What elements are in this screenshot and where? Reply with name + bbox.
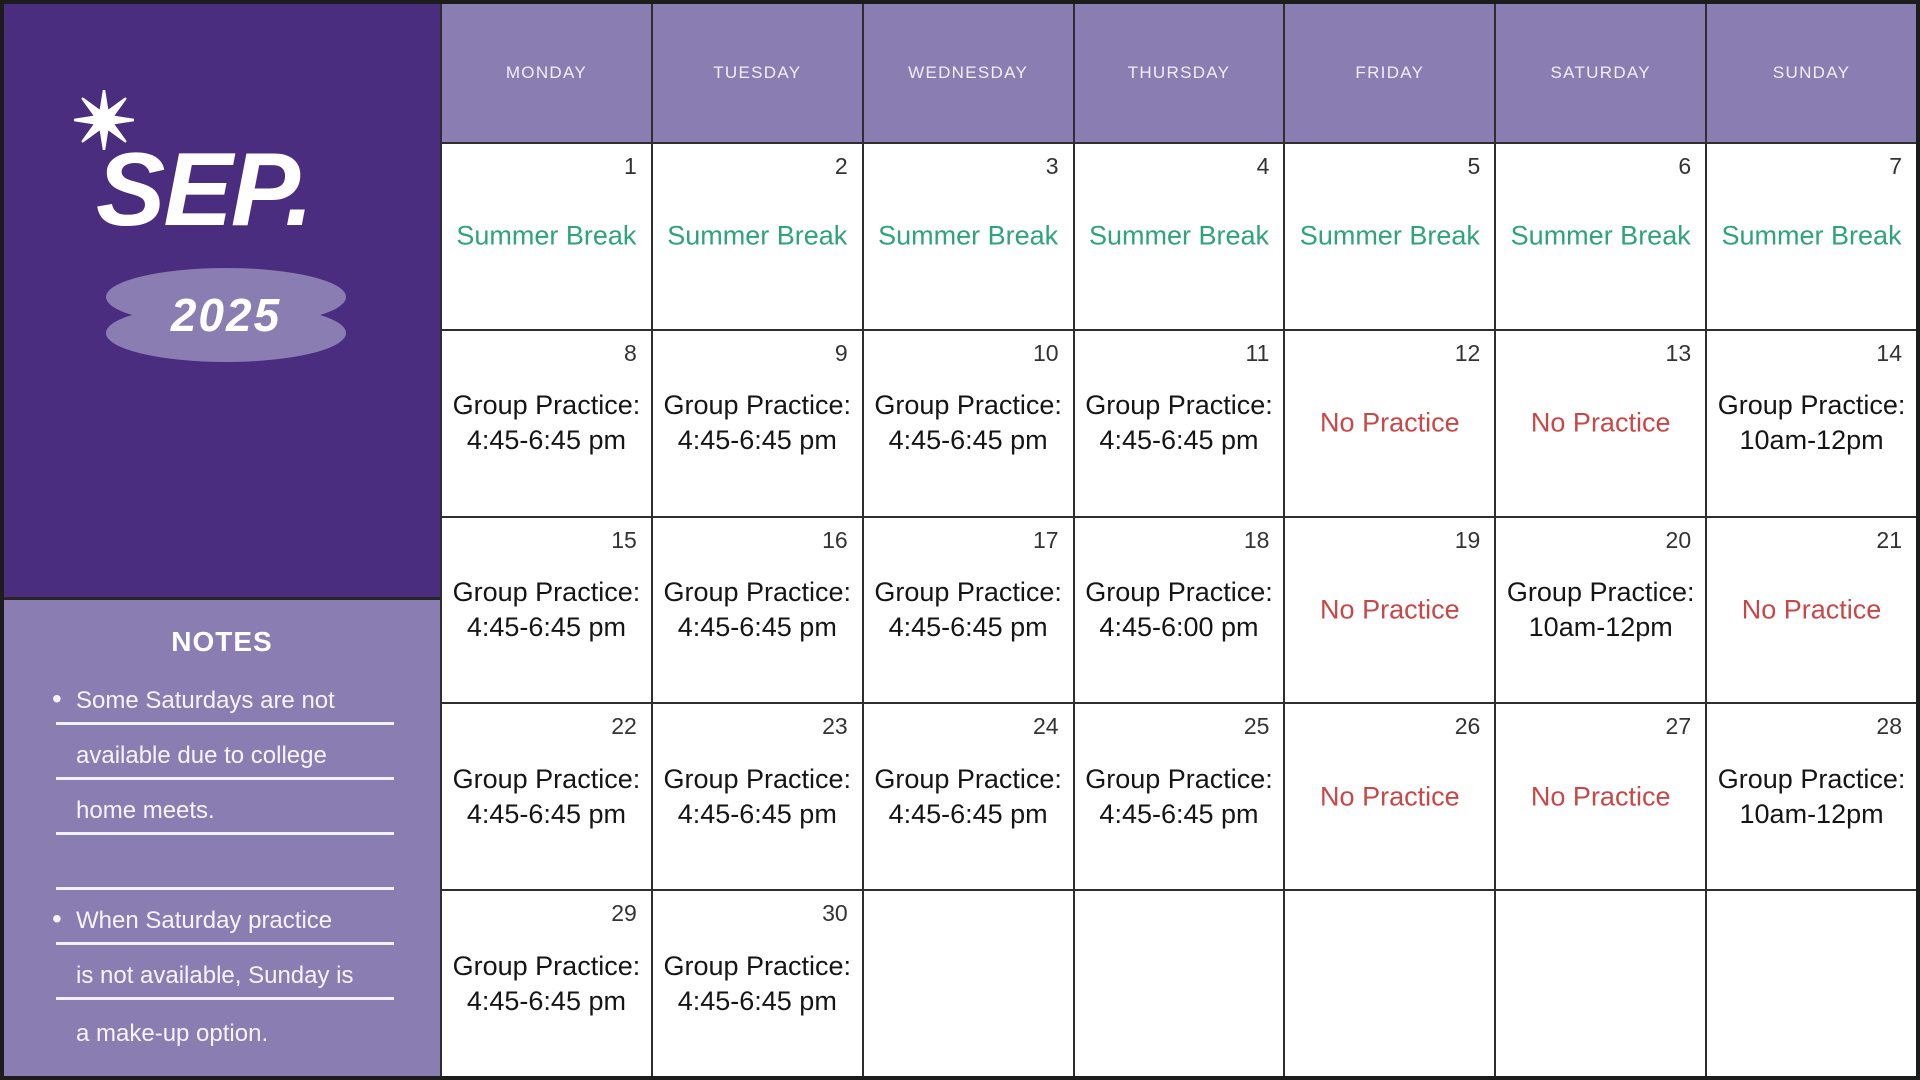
event-text: Group Practice: 4:45-6:45 pm xyxy=(663,390,852,456)
calendar-cell xyxy=(653,704,862,889)
calendar-cell xyxy=(1075,891,1284,1076)
event-text: No Practice xyxy=(1530,781,1671,812)
calendar-cell xyxy=(1285,891,1494,1076)
calendar-cell xyxy=(1496,518,1705,703)
year-badge xyxy=(106,268,346,362)
event-text: Group Practice: 10am-12pm xyxy=(1506,576,1695,642)
calendar-cell xyxy=(864,331,1073,516)
event-text: No Practice xyxy=(1320,407,1460,438)
event-text: Group Practice: 4:45-6:45 pm xyxy=(452,950,641,1016)
event-text: Group Practice: 4:45-6:45 pm xyxy=(874,763,1062,829)
date-number: 29 xyxy=(611,900,637,927)
note-text: • Some Saturdays are not xyxy=(76,687,335,714)
calendar-cell xyxy=(1285,144,1494,329)
date-number: 10 xyxy=(1032,339,1059,366)
calendar-cell xyxy=(653,518,862,703)
date-number: 1 xyxy=(624,153,637,179)
event-text: Group Practice: 4:45-6:45 pm xyxy=(874,576,1062,642)
calendar-cell xyxy=(653,144,862,329)
day-header-sunday: SUNDAY xyxy=(1707,4,1916,142)
calendar-cell xyxy=(1075,518,1284,703)
date-number: 3 xyxy=(1045,153,1059,179)
date-number: 30 xyxy=(822,900,848,927)
note-line xyxy=(56,1000,394,1055)
calendar-cell xyxy=(442,144,651,329)
note-text: • When Saturday practice xyxy=(76,907,333,934)
note-text: is not available, Sunday is xyxy=(76,962,354,989)
calendar-cell xyxy=(1707,144,1916,329)
calendar-cell xyxy=(1496,704,1705,889)
day-header-friday: FRIDAY xyxy=(1285,4,1494,142)
date-number: 28 xyxy=(1876,713,1902,740)
event-text: Group Practice: 4:45-6:45 pm xyxy=(663,950,852,1016)
event-text: No Practice xyxy=(1530,407,1671,438)
calendar-cell xyxy=(1707,704,1916,889)
calendar-cell xyxy=(442,518,651,703)
date-number: 15 xyxy=(611,526,637,553)
event-text: Group Practice: 4:45-6:45 pm xyxy=(1085,763,1273,829)
calendar-cell xyxy=(442,891,651,1076)
date-number: 25 xyxy=(1243,713,1270,740)
date-number: 26 xyxy=(1454,713,1481,740)
calendar-cell xyxy=(1075,144,1284,329)
day-header-thursday: THURSDAY xyxy=(1075,4,1284,142)
date-number: 18 xyxy=(1243,526,1270,553)
event-text: Summer Break xyxy=(1088,220,1270,251)
date-number: 13 xyxy=(1665,339,1692,366)
date-number: 20 xyxy=(1665,526,1692,553)
date-number: 16 xyxy=(822,526,848,553)
date-number: 11 xyxy=(1245,339,1270,366)
note-text: a make-up option. xyxy=(76,1020,269,1047)
event-text: Summer Break xyxy=(456,220,637,251)
event-text: No Practice xyxy=(1320,594,1460,625)
calendar-cell xyxy=(442,331,651,516)
calendar-cell xyxy=(653,891,862,1076)
notes-title: NOTES xyxy=(171,626,273,657)
month-title: SEP. xyxy=(96,132,312,248)
calendar-cell xyxy=(442,704,651,889)
event-text: Summer Break xyxy=(667,220,848,251)
calendar-cell xyxy=(1496,331,1705,516)
calendar-cell xyxy=(864,144,1073,329)
note-line xyxy=(56,835,394,890)
event-text: Summer Break xyxy=(1510,220,1691,251)
date-number: 27 xyxy=(1665,713,1692,740)
day-header-saturday: SATURDAY xyxy=(1496,4,1705,142)
sidebar xyxy=(4,4,440,1076)
notes-list xyxy=(56,670,394,1055)
calendar-cell xyxy=(864,704,1073,889)
calendar-cell xyxy=(653,331,862,516)
date-number: 17 xyxy=(1032,526,1059,553)
note-text: available due to college xyxy=(76,742,327,769)
notes-section xyxy=(4,600,440,1076)
event-text: Group Practice: 4:45-6:45 pm xyxy=(452,576,641,642)
calendar-cell xyxy=(1707,891,1916,1076)
note-line xyxy=(56,890,394,945)
year-label: 2025 xyxy=(170,289,282,341)
note-text: home meets. xyxy=(76,797,215,824)
date-number: 12 xyxy=(1454,339,1481,366)
day-header-monday: MONDAY xyxy=(442,4,651,142)
event-text: Group Practice: 10am-12pm xyxy=(1717,763,1906,829)
event-text: Summer Break xyxy=(1299,220,1480,251)
event-text: Summer Break xyxy=(1721,220,1902,251)
date-number: 9 xyxy=(834,339,848,366)
note-line xyxy=(56,945,394,1000)
event-text: Group Practice: 4:45-6:45 pm xyxy=(663,576,852,642)
calendar-cell xyxy=(1707,518,1916,703)
note-line xyxy=(56,780,394,835)
calendar-cell xyxy=(864,518,1073,703)
calendar-cell xyxy=(1285,518,1494,703)
calendar-cell xyxy=(1496,891,1705,1076)
date-number: 5 xyxy=(1467,153,1481,179)
event-text: Group Practice: 4:45-6:45 pm xyxy=(663,763,852,829)
event-text: No Practice xyxy=(1741,594,1882,625)
date-number: 6 xyxy=(1678,153,1692,179)
calendar-cell xyxy=(1075,704,1284,889)
event-text: Group Practice: 4:45-6:45 pm xyxy=(452,763,641,829)
event-text: Group Practice: 4:45-6:45 pm xyxy=(452,390,641,456)
month-header xyxy=(4,4,440,600)
date-number: 8 xyxy=(624,339,637,366)
calendar-cell xyxy=(1285,704,1494,889)
date-number: 2 xyxy=(834,153,848,179)
date-number: 19 xyxy=(1454,526,1481,553)
calendar-grid xyxy=(440,4,1916,1076)
day-header-wednesday: WEDNESDAY xyxy=(864,4,1073,142)
date-number: 21 xyxy=(1876,526,1902,553)
note-line xyxy=(56,670,394,725)
calendar-cell xyxy=(1496,144,1705,329)
date-number: 7 xyxy=(1889,153,1902,179)
calendar-cell xyxy=(864,891,1073,1076)
event-text: Group Practice: 4:45-6:45 pm xyxy=(874,390,1062,456)
calendar-cell xyxy=(1707,331,1916,516)
event-text: Group Practice: 4:45-6:00 pm xyxy=(1085,576,1273,642)
calendar-cell xyxy=(1285,331,1494,516)
date-number: 22 xyxy=(611,713,637,740)
calendar-cell xyxy=(1075,331,1284,516)
note-line xyxy=(56,725,394,780)
date-number: 4 xyxy=(1256,153,1270,179)
date-number: 24 xyxy=(1032,713,1059,740)
day-header-tuesday: TUESDAY xyxy=(653,4,862,142)
event-text: Group Practice: 10am-12pm xyxy=(1717,390,1906,456)
event-text: No Practice xyxy=(1320,781,1460,812)
event-text: Summer Break xyxy=(878,220,1059,251)
date-number: 23 xyxy=(822,713,848,740)
event-text: Group Practice: 4:45-6:45 pm xyxy=(1085,390,1273,456)
date-number: 14 xyxy=(1876,339,1902,366)
